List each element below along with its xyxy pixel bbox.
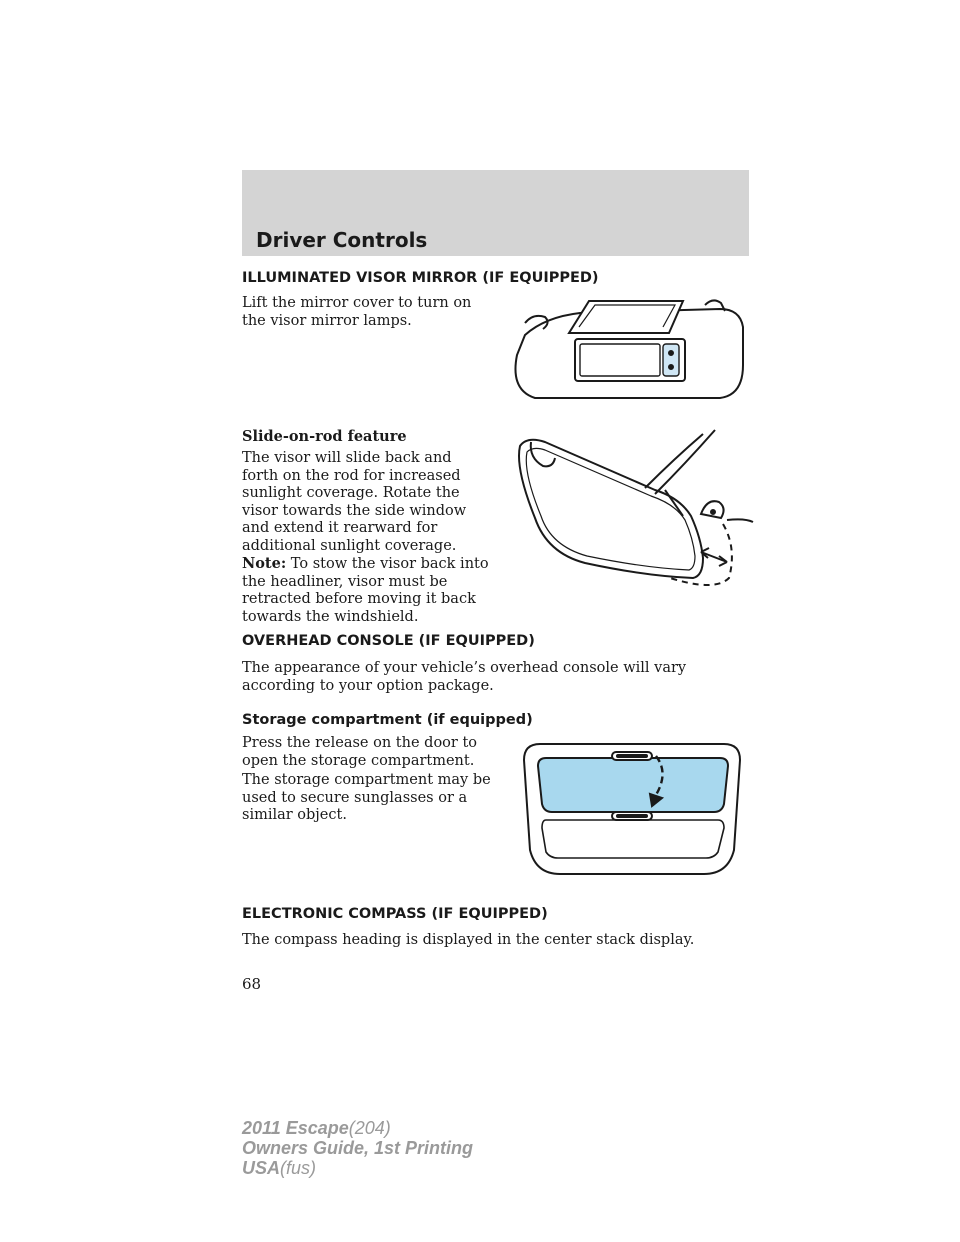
footer-model-line xyxy=(242,1118,391,1138)
storage-release-text: Press the release on the door to open the storage compartment. xyxy=(242,735,477,769)
visor-mirror-illustration xyxy=(505,295,750,405)
footer-market: USA xyxy=(242,1158,281,1178)
footer-market-code: (fus) xyxy=(280,1158,317,1178)
storage-use-text: The storage compartment may be used to secure sunglasses or a similar object. xyxy=(242,772,491,823)
electronic-compass-text: The compass heading is displayed in the center stack display. xyxy=(242,932,695,948)
footer-model: 2011 Escape xyxy=(242,1118,349,1138)
footer-guide-line: Owners Guide, 1st Printing xyxy=(242,1138,474,1158)
subheading-storage-compartment: Storage compartment (if equipped) xyxy=(242,712,533,728)
heading-electronic-compass: ELECTRONIC COMPASS (IF EQUIPPED) xyxy=(242,906,548,922)
slide-on-rod-text: The visor will slide back and forth on the rod for increased sunlight coverage. Rotate the visor towards the side window and extend it rearward for additional sunlight coverage. xyxy=(242,450,467,554)
footer-market-line xyxy=(242,1158,316,1178)
page-number: 68 xyxy=(242,975,262,993)
note-label: Note: xyxy=(242,555,287,572)
section-title: Driver Controls xyxy=(256,228,428,252)
footer-model-code: (204) xyxy=(348,1118,391,1138)
overhead-console-text: The appearance of your vehicle’s overhead console will vary according to your option package. xyxy=(242,660,687,694)
overhead-console-illustration xyxy=(518,740,746,880)
stow-note xyxy=(242,555,492,626)
slide-on-rod-illustration xyxy=(505,428,755,593)
visor-mirror-text: Lift the mirror cover to turn on the visor mirror lamps. xyxy=(242,295,472,329)
heading-visor-mirror: ILLUMINATED VISOR MIRROR (IF EQUIPPED) xyxy=(242,270,599,286)
note-text: To stow the visor back into the headliner, visor must be retracted before moving it back towards the windshield. xyxy=(242,556,489,625)
heading-overhead-console: OVERHEAD CONSOLE (IF EQUIPPED) xyxy=(242,633,535,649)
subheading-slide-on-rod: Slide-on-rod feature xyxy=(242,428,407,445)
